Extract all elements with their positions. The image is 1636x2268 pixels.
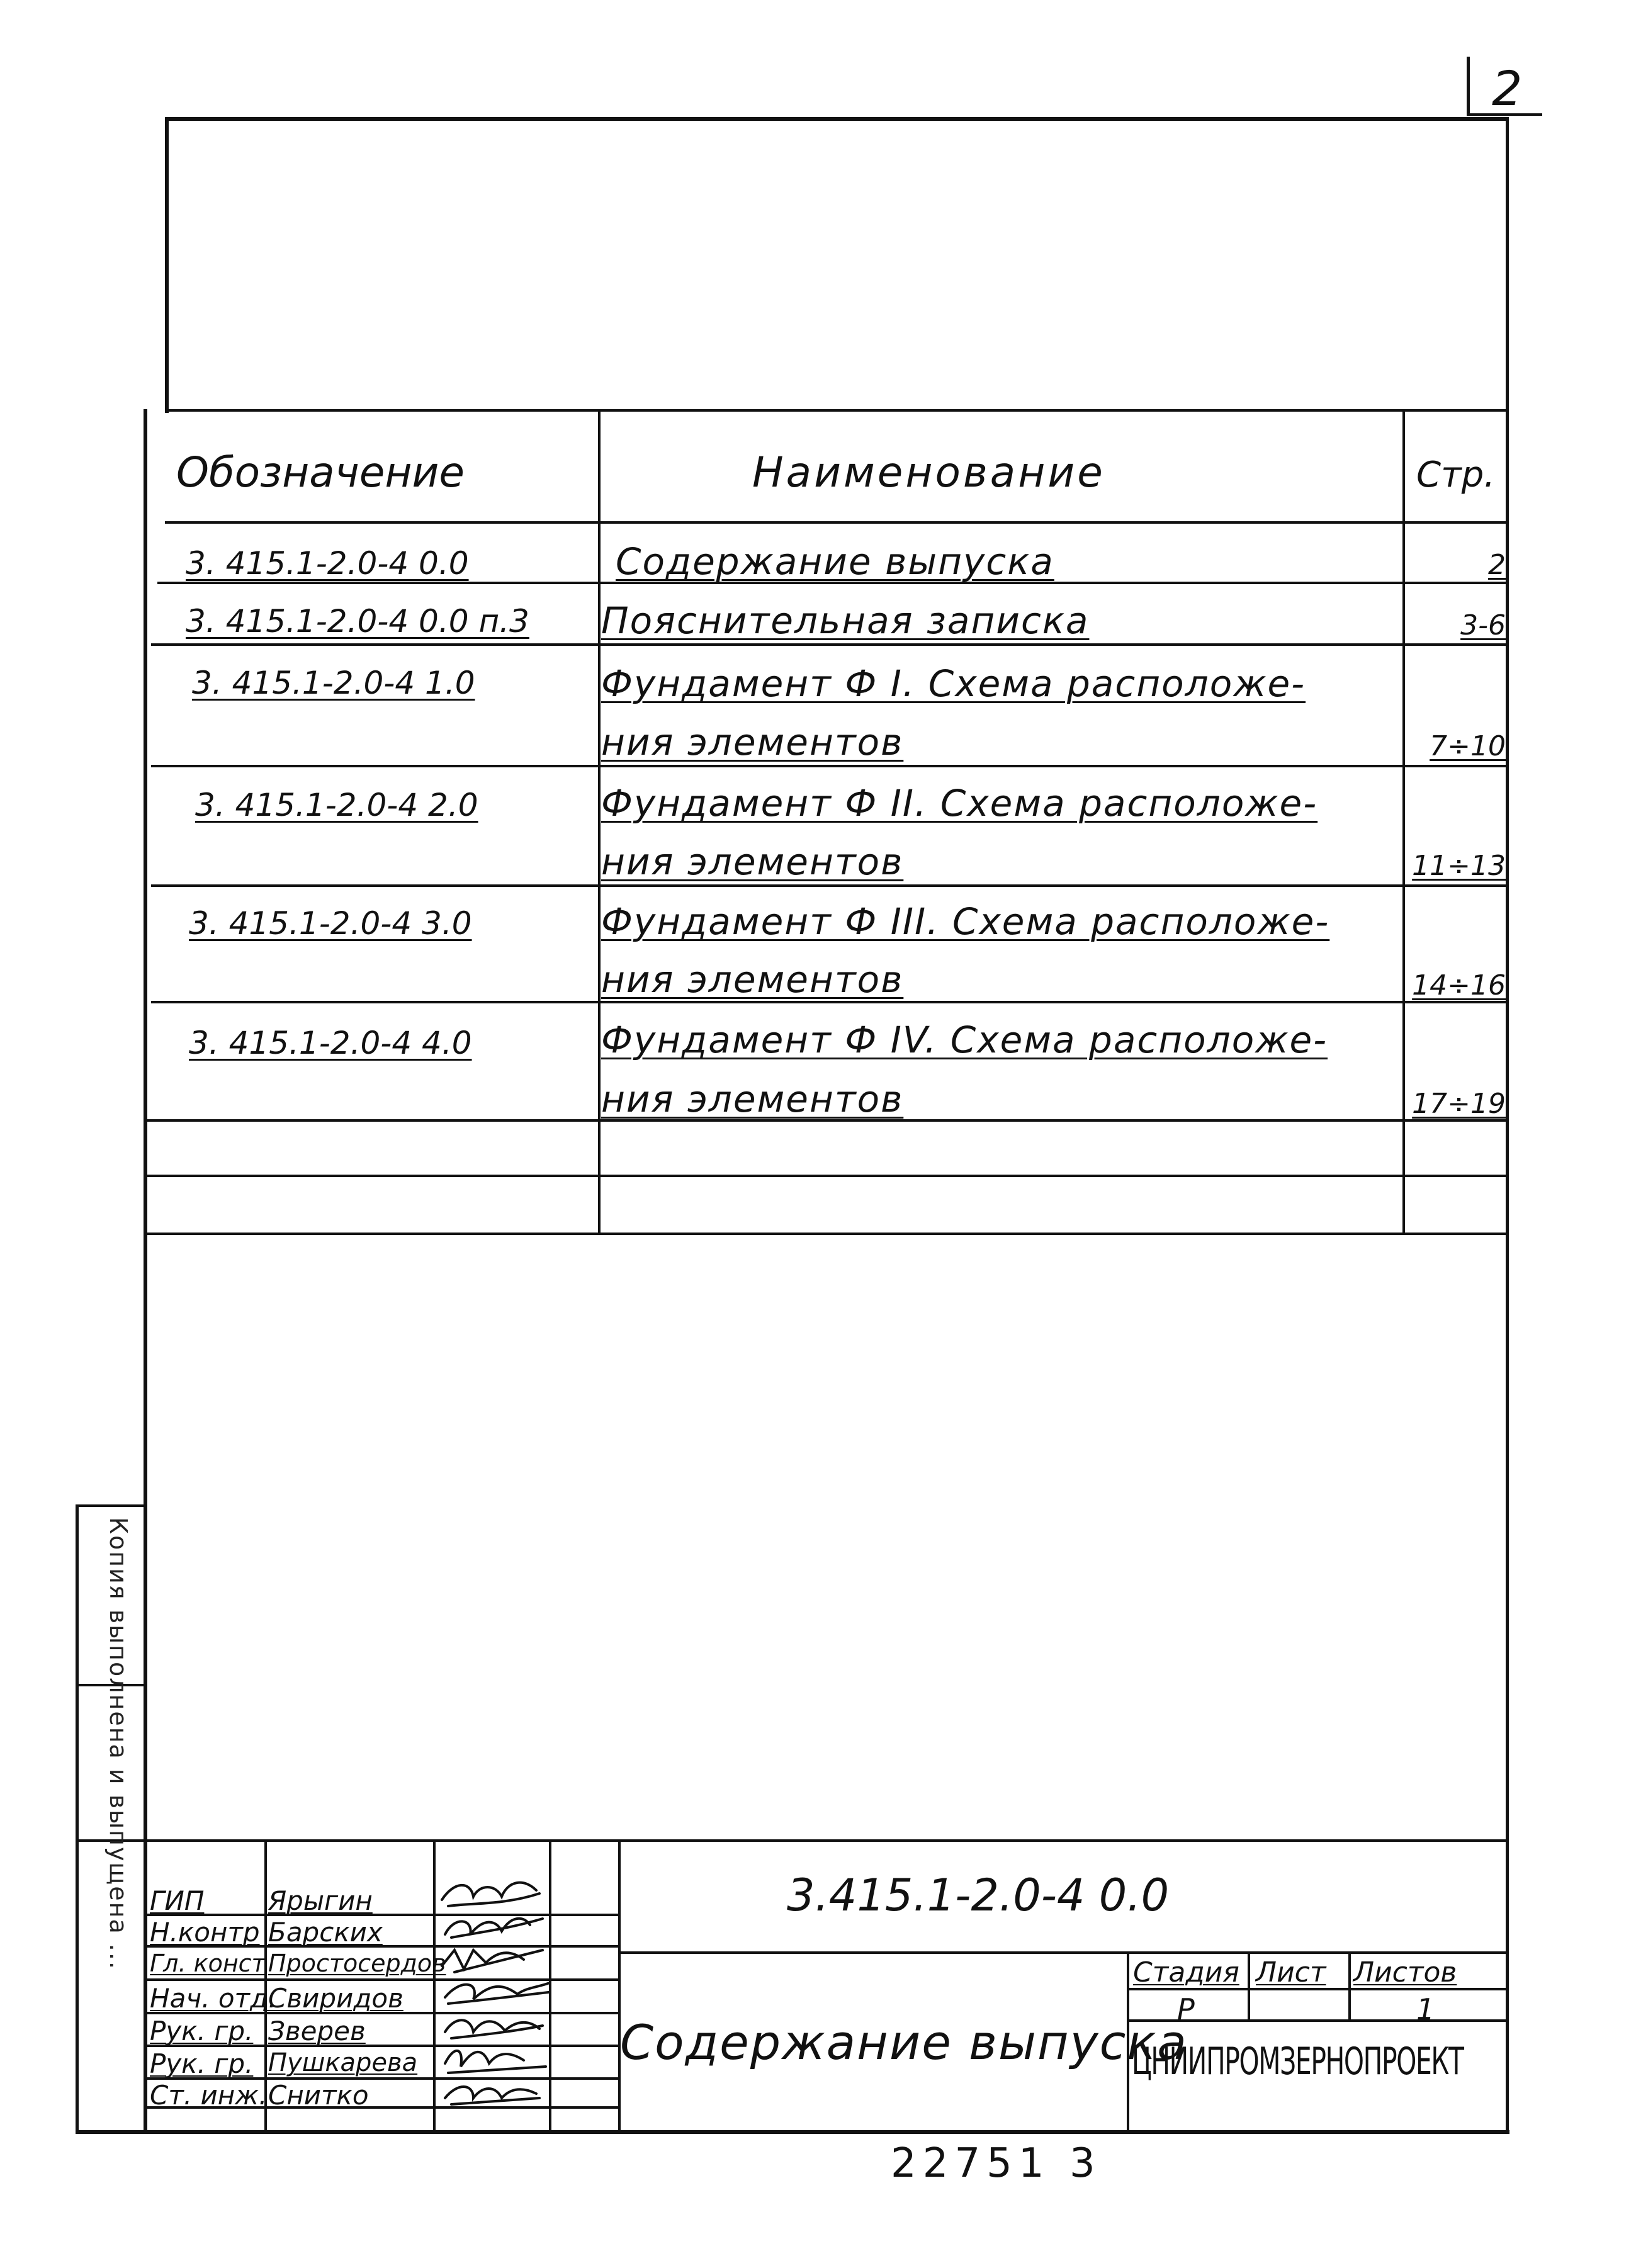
binding-strip-divider — [76, 1504, 145, 1507]
role-label: ГИП — [150, 1885, 205, 1916]
person-name: Снитко — [268, 2080, 369, 2111]
header-designation: Обозначение — [176, 448, 465, 497]
title-block-top-line — [144, 1839, 1508, 1842]
row-name-continuation: ния элементов — [601, 1078, 904, 1120]
row-page: 11÷13 — [1412, 850, 1506, 882]
row-designation: 3. 415.1-2.0-4 0.0 — [186, 545, 469, 582]
table-bottom-line — [146, 1233, 1508, 1235]
frame-left-lower — [144, 409, 147, 2134]
row-designation: 3. 415.1-2.0-4 2.0 — [195, 787, 478, 823]
row-page: 2 — [1488, 549, 1506, 581]
title-block-col-divider — [549, 1839, 551, 2130]
table-row-line — [151, 1001, 1508, 1003]
role-label: Ст. инж. — [150, 2080, 268, 2111]
role-label: Н.контр — [150, 1917, 260, 1948]
stage-col-divider — [1248, 1951, 1250, 2019]
row-designation: 3. 415.1-2.0-4 0.0 п.3 — [186, 603, 529, 640]
document-code: 3.415.1-2.0-4 0.0 — [787, 1870, 1170, 1921]
person-name: Простосердов — [268, 1949, 446, 1977]
row-name: Фундамент Ф III. Схема расположе- — [601, 900, 1330, 943]
signature-scribbles — [442, 1883, 549, 2104]
title-block-code-line — [618, 1951, 1508, 1954]
sheets-label: Листов — [1353, 1956, 1457, 1989]
table-row-line — [151, 643, 1508, 646]
row-name-continuation: ния элементов — [601, 721, 904, 764]
signatures-column — [436, 1856, 549, 2126]
row-name-continuation: ния элементов — [601, 958, 904, 1001]
row-page: 17÷19 — [1412, 1088, 1506, 1120]
role-label: Рук. гр. — [150, 2016, 254, 2046]
table-header-line — [165, 521, 1508, 524]
document-title: Содержание выпуска — [620, 2014, 1188, 2070]
row-designation: 3. 415.1-2.0-4 1.0 — [192, 665, 475, 701]
sheets-value: 1 — [1416, 1992, 1435, 2026]
stage-label: Стадия — [1133, 1956, 1239, 1989]
row-name-continuation: ния элементов — [601, 840, 904, 883]
person-name: Барских — [268, 1917, 383, 1948]
row-designation: 3. 415.1-2.0-4 4.0 — [189, 1025, 472, 1061]
role-label: Рук. гр. — [150, 2048, 254, 2079]
sheet-corner-line — [1467, 57, 1470, 115]
table-row-line — [151, 765, 1508, 767]
person-name: Свиридов — [268, 1983, 403, 2014]
stage-value: Р — [1177, 1992, 1195, 2026]
title-block-col-divider — [618, 1839, 621, 2130]
table-row-line — [151, 884, 1508, 887]
header-page: Стр. — [1416, 454, 1496, 495]
role-label: Нач. отд. — [150, 1983, 277, 2014]
row-designation: 3. 415.1-2.0-4 3.0 — [189, 905, 472, 942]
frame-top — [165, 117, 1508, 121]
row-name: Фундамент Ф I. Схема расположе- — [601, 662, 1306, 705]
organization-name: ЦНИИПРОМЗЕРНОПРОЕКТ — [1132, 2040, 1464, 2084]
row-name: Пояснительная записка — [601, 599, 1090, 642]
table-top-line — [165, 409, 1508, 412]
table-col-divider — [598, 410, 601, 1233]
person-name: Ярыгин — [268, 1885, 373, 1916]
person-name: Пушкарева — [268, 2048, 418, 2077]
sheet-number: 2 — [1492, 60, 1523, 116]
archive-number: 22751 3 — [891, 2140, 1102, 2187]
row-name: Фундамент Ф IV. Схема расположе- — [601, 1018, 1328, 1061]
frame-left-upper — [165, 117, 169, 413]
header-name: Наименование — [752, 448, 1105, 497]
row-page: 14÷16 — [1412, 969, 1506, 1001]
row-page: 7÷10 — [1430, 730, 1506, 762]
binding-strip-text: Копия выполнена и выпущена ... — [104, 1517, 132, 1971]
role-label: Гл. конст — [150, 1949, 266, 1977]
row-name: Фундамент Ф II. Схема расположе- — [601, 782, 1318, 825]
row-page: 3-6 — [1460, 609, 1506, 641]
stage-col-divider — [1348, 1951, 1351, 2019]
frame-right — [1506, 117, 1509, 2131]
row-name: Содержание выпуска — [616, 540, 1054, 583]
table-row-line — [146, 1175, 1508, 1177]
sheet-label: Лист — [1256, 1956, 1326, 1989]
binding-strip-line — [76, 1504, 79, 2131]
frame-bottom — [76, 2130, 1509, 2134]
person-name: Зверев — [268, 2016, 366, 2046]
